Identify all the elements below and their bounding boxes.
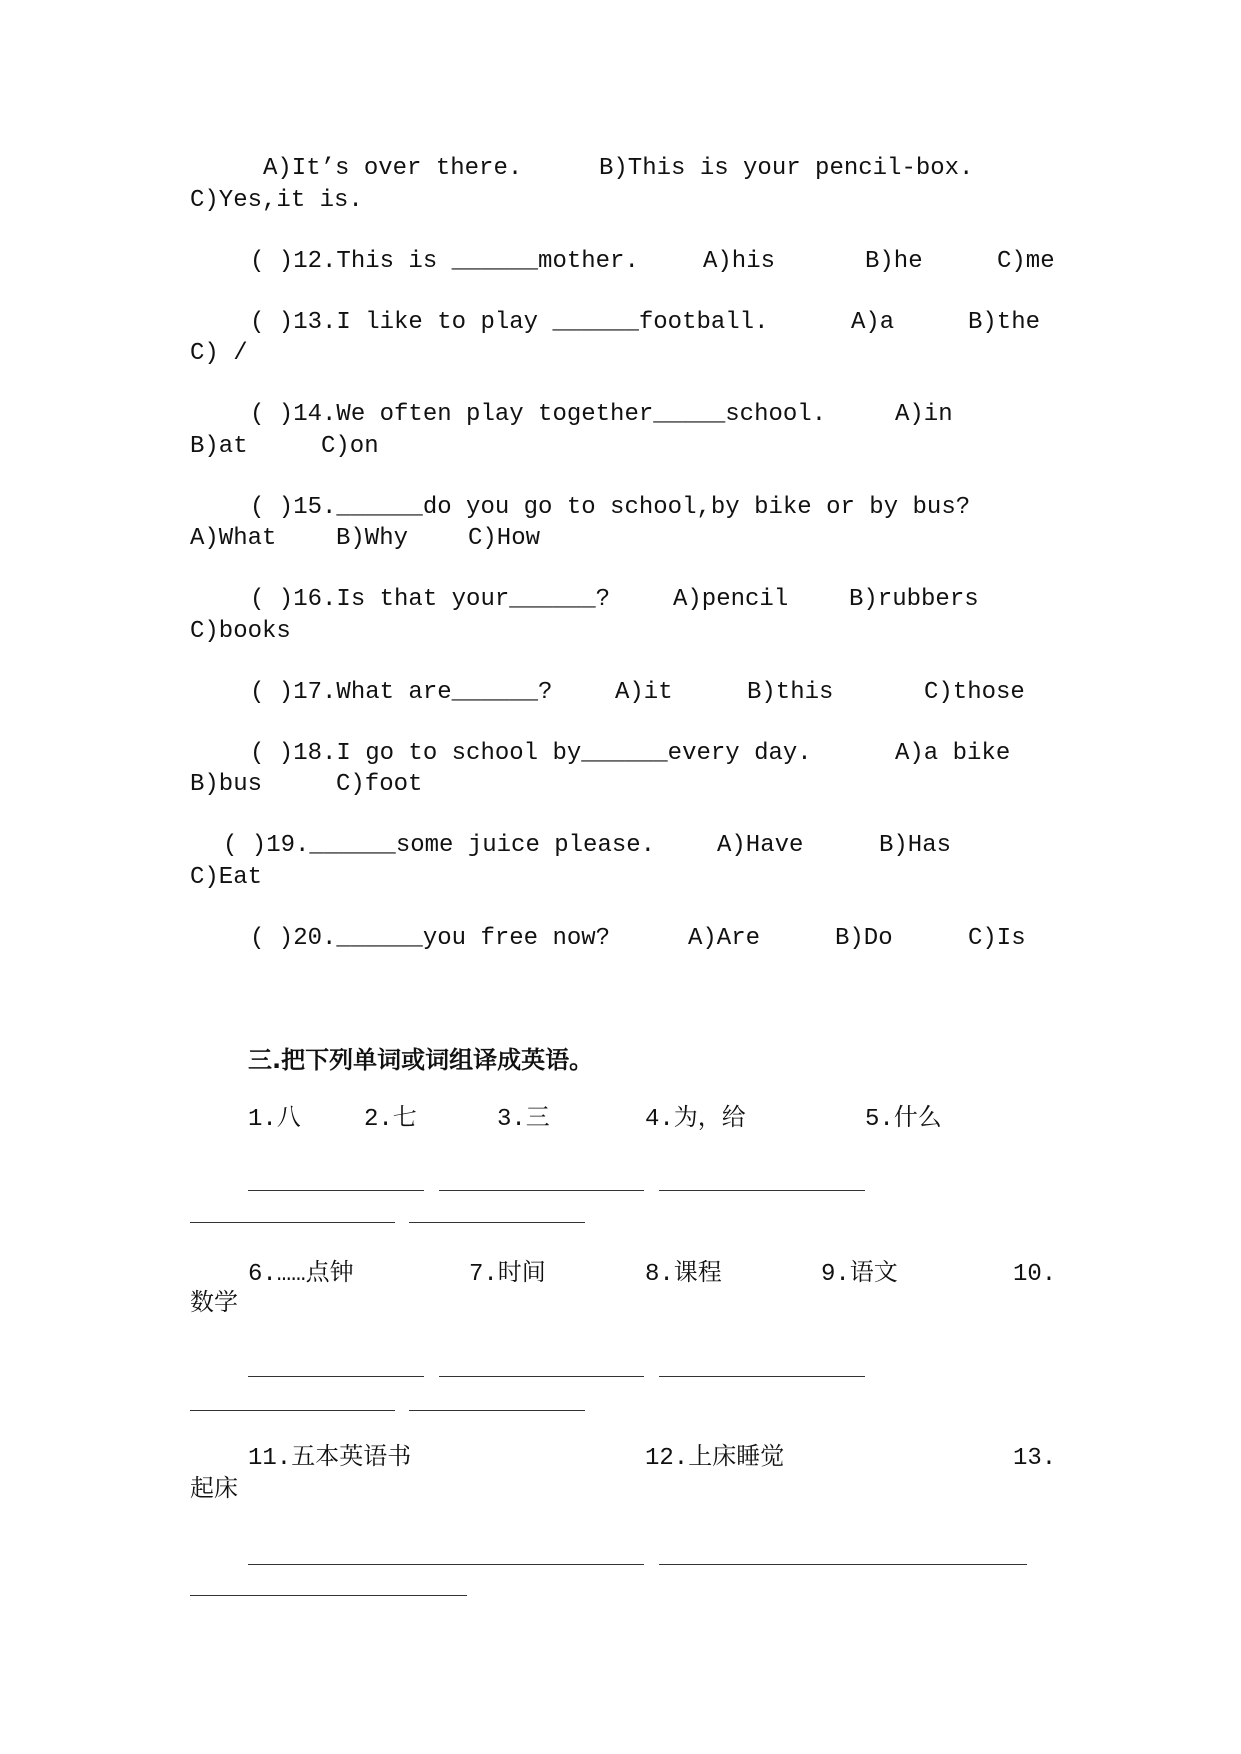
q15-stem: ( )15.______do you go to school,by bike or by bus? [250, 494, 971, 521]
q19-stem: ( )19.______some juice please. [223, 832, 656, 859]
q17-option-b: B)this [747, 679, 834, 706]
word-item-2: 2.七 [364, 1106, 417, 1133]
q18-option-b: B)bus [190, 771, 263, 798]
q15-option-c: C)How [468, 525, 541, 552]
answer-line[interactable] [409, 1222, 585, 1223]
answer-line[interactable] [190, 1222, 395, 1223]
answer-line[interactable] [659, 1376, 865, 1377]
answer-line[interactable] [190, 1410, 395, 1411]
word-item-1: 1.八 [248, 1106, 301, 1133]
word-item-8: 8.课程 [645, 1261, 722, 1288]
q12-option-a: A)his [703, 248, 776, 275]
q20-option-c: C)Is [968, 925, 1026, 952]
word-item-5: 5.什么 [865, 1106, 942, 1133]
q17-option-a: A)it [615, 679, 673, 706]
q18-stem: ( )18.I go to school by______every day. [250, 740, 812, 767]
section3-heading: 三.把下列单词或词组译成英语。 [248, 1046, 594, 1074]
q14-option-a: A)in [895, 401, 953, 428]
q15-option-a: A)What [190, 525, 277, 552]
word-item-6: 6.……点钟 [248, 1261, 354, 1288]
answer-line[interactable] [439, 1190, 644, 1191]
answer-line[interactable] [190, 1595, 467, 1596]
q13-stem: ( )13.I like to play ______football. [250, 309, 769, 336]
word-item-4: 4.为，给 [645, 1106, 746, 1133]
q20-option-b: B)Do [835, 925, 893, 952]
q20-stem: ( )20.______you free now? [250, 925, 611, 952]
q17-option-c: C)those [924, 679, 1025, 706]
word-item-12: 12.上床睡觉 [645, 1445, 785, 1472]
q13-option-c: C) / [190, 340, 248, 367]
q17-stem: ( )17.What are______? [250, 679, 553, 706]
q14-stem: ( )14.We often play together_____school. [250, 401, 827, 428]
q12-option-c: C)me [997, 248, 1055, 275]
word-item-3: 3.三 [497, 1106, 550, 1133]
answer-line[interactable] [248, 1190, 424, 1191]
answer-line[interactable] [248, 1376, 424, 1377]
q20-option-a: A)Are [688, 925, 761, 952]
answer-line[interactable] [439, 1376, 644, 1377]
q19-option-c: C)Eat [190, 864, 263, 891]
word-item-10-number: 10. [1013, 1261, 1057, 1288]
q16-stem: ( )16.Is that your______? [250, 586, 611, 613]
answer-line[interactable] [409, 1410, 585, 1411]
q13-option-a: A)a [851, 309, 895, 336]
q19-option-a: A)Have [717, 832, 804, 859]
q11-option-c: C)Yes,it is. [190, 187, 363, 214]
word-item-7: 7.时间 [469, 1261, 546, 1288]
q16-option-b: B)rubbers [849, 586, 979, 613]
q12-option-b: B)he [865, 248, 923, 275]
word-item-10-text: 数学 [190, 1291, 238, 1318]
q14-option-b: B)at [190, 433, 248, 460]
word-item-11: 11.五本英语书 [248, 1445, 412, 1472]
q19-option-b: B)Has [879, 832, 952, 859]
answer-line[interactable] [659, 1564, 1027, 1565]
q16-option-c: C)books [190, 618, 291, 645]
answer-line[interactable] [659, 1190, 865, 1191]
q18-option-a: A)a bike [895, 740, 1011, 767]
q16-option-a: A)pencil [673, 586, 789, 613]
q13-option-b: B)the [968, 309, 1041, 336]
word-item-13-text: 起床 [190, 1477, 238, 1504]
q18-option-c: C)foot [336, 771, 423, 798]
q14-option-c: C)on [321, 433, 379, 460]
answer-line[interactable] [248, 1564, 644, 1565]
q11-option-a: A)It’s over there. [263, 155, 523, 182]
q11-option-b: B)This is your pencil-box. [599, 155, 974, 182]
q15-option-b: B)Why [336, 525, 409, 552]
q12-stem: ( )12.This is ______mother. [250, 248, 639, 275]
word-item-13-number: 13. [1013, 1445, 1057, 1472]
word-item-9: 9.语文 [821, 1261, 898, 1288]
